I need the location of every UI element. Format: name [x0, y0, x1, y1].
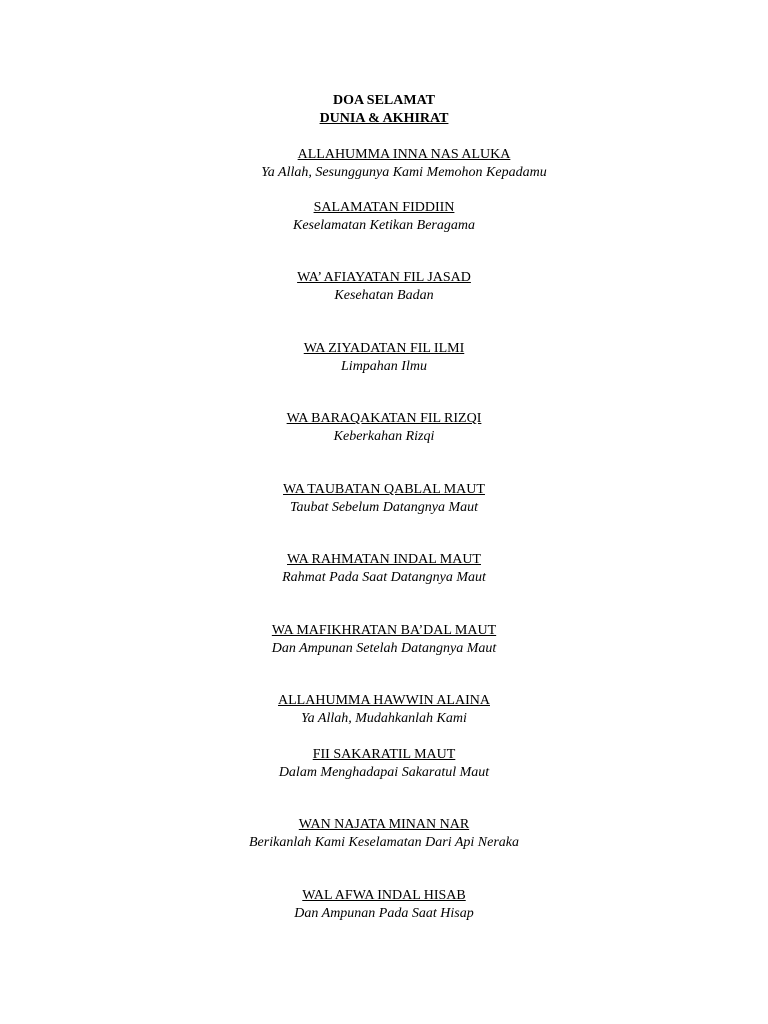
verse-meaning: Kesehatan Badan — [334, 288, 434, 303]
verse-arabic: WA ZIYADATAN FIL ILMI — [303, 341, 465, 356]
verse-arabic: WA RAHMATAN INDAL MAUT — [287, 552, 481, 567]
verse-arabic: FII SAKARATIL MAUT — [312, 747, 456, 762]
verse-arabic: WAL AFWA INDAL HISAB — [302, 888, 466, 903]
verse-arabic: ALLAHUMMA INNA NAS ALUKA — [297, 147, 511, 162]
verse-meaning: Keberkahan Rizqi — [333, 429, 435, 444]
verse-arabic: WA TAUBATAN QABLAL MAUT — [283, 482, 485, 497]
verse-7 — [234, 551, 534, 591]
verse-arabic: WA MAFIKHRATAN BA’DAL MAUT — [271, 623, 497, 638]
verse-meaning: Taubat Sebelum Datangnya Maut — [289, 500, 479, 515]
verse-1 — [234, 146, 574, 186]
verse-11 — [234, 816, 534, 856]
verse-6 — [234, 481, 534, 521]
verse-3 — [234, 269, 534, 309]
verse-meaning: Dalam Menghadapai Sakaratul Maut — [278, 765, 490, 780]
verse-meaning: Rahmat Pada Saat Datangnya Maut — [282, 570, 486, 585]
verse-meaning: Ya Allah, Sesunggunya Kami Memohon Kepadamu — [261, 165, 547, 180]
verse-meaning: Ya Allah, Mudahkanlah Kami — [301, 711, 467, 726]
verse-10 — [234, 746, 534, 786]
title-block — [0, 92, 768, 128]
page-title: DOA SELAMAT — [332, 93, 436, 108]
verse-2 — [234, 199, 534, 239]
verse-meaning: Limpahan Ilmu — [341, 359, 427, 374]
verse-5 — [234, 410, 534, 450]
verse-arabic: WA BARAQAKATAN FIL RIZQI — [286, 411, 482, 426]
verse-arabic: SALAMATAN FIDDIIN — [313, 200, 455, 215]
verse-4 — [234, 340, 534, 380]
verse-meaning: Dan Ampunan Pada Saat Hisap — [294, 906, 474, 921]
verse-8 — [234, 622, 534, 662]
verse-meaning: Berikanlah Kami Keselamatan Dari Api Neraka — [249, 835, 519, 850]
verse-12 — [234, 887, 534, 927]
verse-9 — [234, 692, 534, 732]
verse-arabic: WAN NAJATA MINAN NAR — [298, 817, 470, 832]
verse-meaning: Keselamatan Ketikan Beragama — [293, 218, 475, 233]
page-subtitle: DUNIA & AKHIRAT — [319, 111, 449, 126]
verse-arabic: WA’ AFIAYATAN FIL JASAD — [297, 270, 471, 285]
verse-arabic: ALLAHUMMA HAWWIN ALAINA — [278, 693, 490, 708]
verse-meaning: Dan Ampunan Setelah Datangnya Maut — [271, 641, 497, 656]
